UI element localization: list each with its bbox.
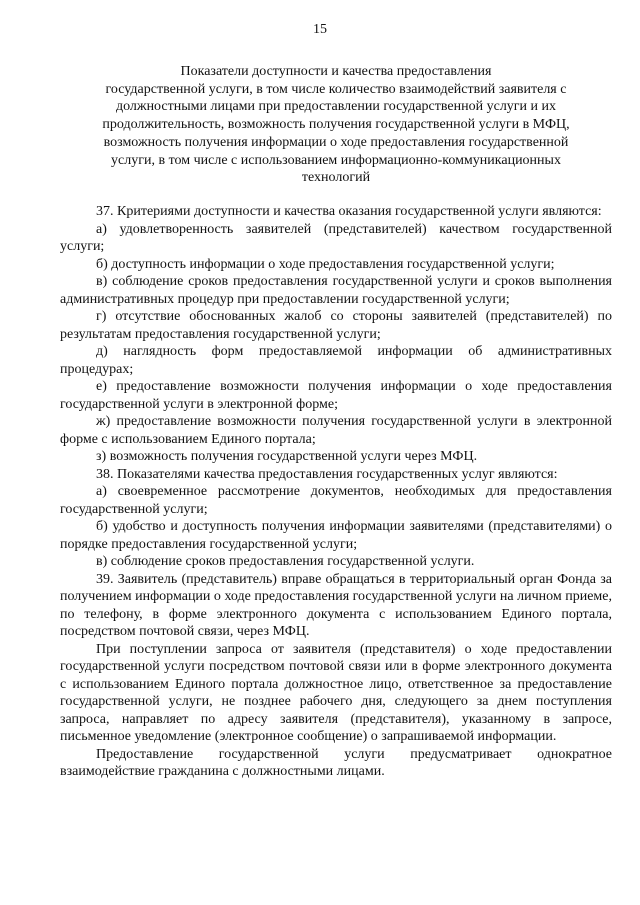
page-number: 15 xyxy=(313,22,327,37)
heading-line: Показатели доступности и качества предоставления xyxy=(180,64,492,79)
paragraph-item: г) отсутствие обоснованных жалоб со стороны заявителей (представителей) по результатам предоставления государственной услуги; xyxy=(60,309,612,342)
section-heading xyxy=(60,63,612,187)
paragraph-request-handling: При поступлении запроса от заявителя (представителя) о ходе предоставлении государственной услуги посредством почтовой связи или в форме электронного документа с использованием Единого портала должностное лицо, ответственное за предоставление государственной услуги, не позднее рабочего дня, следующего за днем поступления запроса, направляет по адресу заявителя (представителя), указанному в запросе, письменное уведомление (электронное сообщение) о запрашиваемой информации. xyxy=(60,641,612,744)
paragraph-item: ж) предоставление возможности получения государственной услуги в электронной форме с использованием Единого портала; xyxy=(60,414,612,447)
document-body xyxy=(60,203,612,781)
paragraph-item: а) удовлетворенность заявителей (представителей) качеством государственной услуги; xyxy=(60,221,612,254)
paragraph-item: е) предоставление возможности получения информации о ходе предоставления государственной услуги в электронной форме; xyxy=(60,379,612,412)
paragraph-item: в) соблюдение сроков предоставления государственной услуги. xyxy=(96,554,475,569)
paragraph-item: б) доступность информации о ходе предоставления государственной услуги; xyxy=(96,256,555,272)
paragraph-item: в) соблюдение сроков предоставления государственной услуги и сроков выполнения административных процедур при предоставлении государственной услуги; xyxy=(60,274,612,307)
paragraph-criteria-intro: 37. Критериями доступности и качества оказания государственной услуги являются: xyxy=(96,204,602,219)
heading-line: услуги, в том числе с использованием информационно-коммуникационных xyxy=(111,152,561,168)
paragraph-interaction: Предоставление государственной услуги предусматривает однократное взаимодействие гражданина с должностными лицами. xyxy=(60,746,612,779)
paragraph-item: а) своевременное рассмотрение документов, необходимых для предоставления государственной услуги; xyxy=(60,484,612,517)
heading-line: возможность получения информации о ходе предоставления государственной xyxy=(103,134,569,150)
paragraph-item: б) удобство и доступность получения информации заявителями (представителями) о порядке предоставления государственной услуги; xyxy=(60,519,612,552)
paragraph-quality-intro: 38. Показателями качества предоставления государственных услуг являются: xyxy=(96,466,558,482)
heading-line: технологий xyxy=(301,170,371,186)
heading-line: государственной услуги, в том числе количество взаимодействий заявителя с xyxy=(105,81,567,97)
paragraph-item: д) наглядность форм предоставляемой информации об административных процедурах; xyxy=(60,344,612,377)
heading-line: продолжительность, возможность получения государственной услуги в МФЦ, xyxy=(102,117,570,133)
paragraph-39: 39. Заявитель (представитель) вправе обращаться в территориальный орган Фонда за получением информации о ходе предоставления государственной услуги на личном приеме, по телефону, в форме электронного документа с использованием Единого портала, посредством почтовой связи, через МФЦ. xyxy=(60,571,612,639)
paragraph-item: з) возможность получения государственной услуги через МФЦ. xyxy=(96,449,478,464)
heading-line: должностными лицами при предоставлении государственной услуги и их xyxy=(115,99,557,115)
